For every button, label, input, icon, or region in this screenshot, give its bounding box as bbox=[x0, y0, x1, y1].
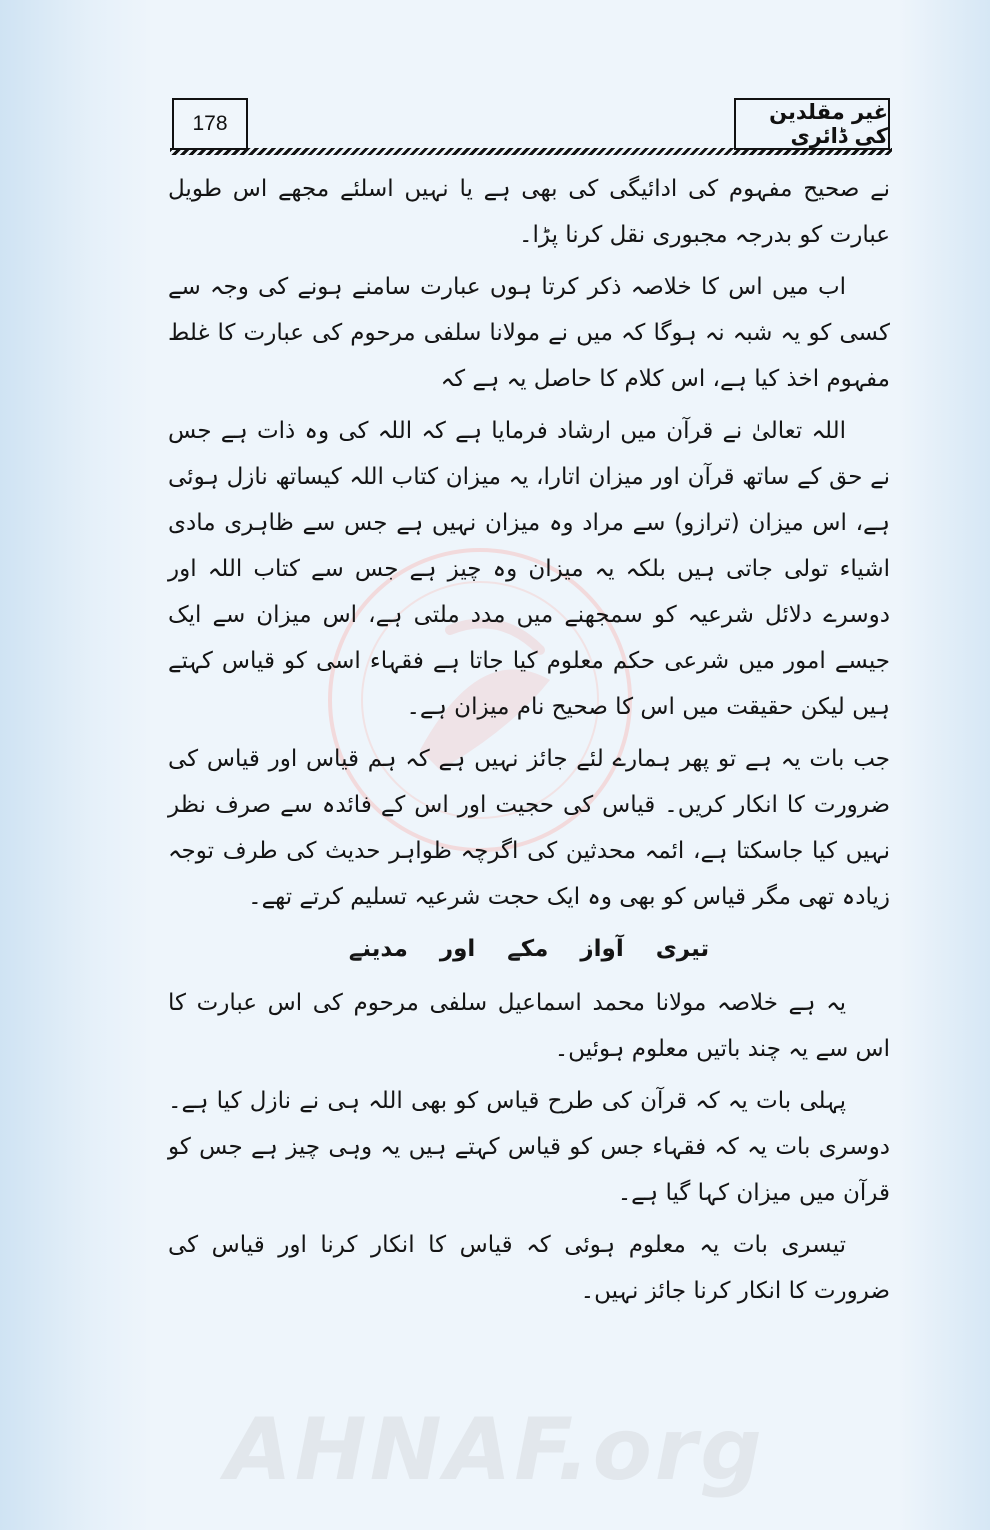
page-header bbox=[170, 96, 892, 154]
paragraph-2: اب میں اس کا خلاصہ ذکر کرتا ہوں عبارت سامنے ہونے کی وجہ سے کسی کو یہ شبہ نہ ہوگا کہ میں نے مولانا سلفی مرحوم کی عبارت کا غلط مفہوم اخذ کیا ہے، اس کلام کا حاصل یہ ہے کہ bbox=[168, 274, 890, 392]
page-number: 178 bbox=[172, 98, 248, 150]
header-rule bbox=[170, 148, 892, 155]
footer-watermark: AHNAF.org bbox=[225, 1400, 765, 1500]
paragraph-6: پہلی بات یہ کہ قرآن کی طرح قیاس کو بھی اللہ ہی نے نازل کیا ہے۔ دوسری بات یہ کہ فقہاء جس کو قیاس کہتے ہیں یہ وہی چیز ہے جس کو قرآن میں میزان کہا گیا ہے۔ bbox=[168, 1088, 890, 1206]
poem-line: تیری آواز مکے اور مدینے bbox=[348, 936, 710, 962]
page-body bbox=[168, 166, 890, 1320]
paragraph-4: جب بات یہ ہے تو پھر ہمارے لئے جائز نہیں ہے کہ ہم قیاس اور قیاس کی ضرورت کا انکار کریں۔ قیاس کی حجیت اور اس کے فائدہ سے صرف نظر نہیں کیا جاسکتا ہے، ائمہ محدثین کی اگرچہ ظواہر حدیث کی طرف توجہ زیادہ تھی مگر قیاس کو بھی وہ ایک حجت شرعیہ تسلیم کرتے تھے۔ bbox=[168, 746, 890, 910]
paragraph-1: نے صحیح مفہوم کی ادائیگی کی بھی ہے یا نہیں اسلئے مجھے اس طویل عبارت کو بدرجہ مجبوری نقل کرنا پڑا۔ bbox=[168, 176, 890, 248]
book-title: غیر مقلدین کی ڈائری bbox=[734, 98, 890, 150]
left-gradient-band bbox=[0, 0, 150, 1530]
right-gradient-band bbox=[900, 0, 990, 1530]
paragraph-5: یہ ہے خلاصہ مولانا محمد اسماعیل سلفی مرحوم کی اس عبارت کا اس سے یہ چند باتیں معلوم ہوئیں۔ bbox=[168, 990, 890, 1062]
paragraph-3: اللہ تعالیٰ نے قرآن میں ارشاد فرمایا ہے کہ اللہ کی وہ ذات ہے جس نے حق کے ساتھ قرآن اور میزان اتارا، یہ میزان کتاب اللہ کیساتھ نازل ہوئی ہے، اس میزان (ترازو) سے مراد وہ میزان نہیں ہے جس سے ظاہری مادی اشیاء تولی جاتی ہیں بلکہ یہ میزان وہ چیز ہے جس سے کتاب اللہ اور دوسرے دلائل شرعیہ کو سمجھنے میں مدد ملتی ہے، اس میزان سے ایک جیسے امور میں شرعی حکم معلوم کیا جاتا ہے فقہاء اسی کو قیاس کہتے ہیں لیکن حقیقت میں اس کا صحیح نام میزان ہے۔ bbox=[168, 418, 890, 720]
paragraph-7: تیسری بات یہ معلوم ہوئی کہ قیاس کا انکار کرنا اور قیاس کی ضرورت کا انکار کرنا جائز نہیں۔ bbox=[168, 1232, 890, 1304]
